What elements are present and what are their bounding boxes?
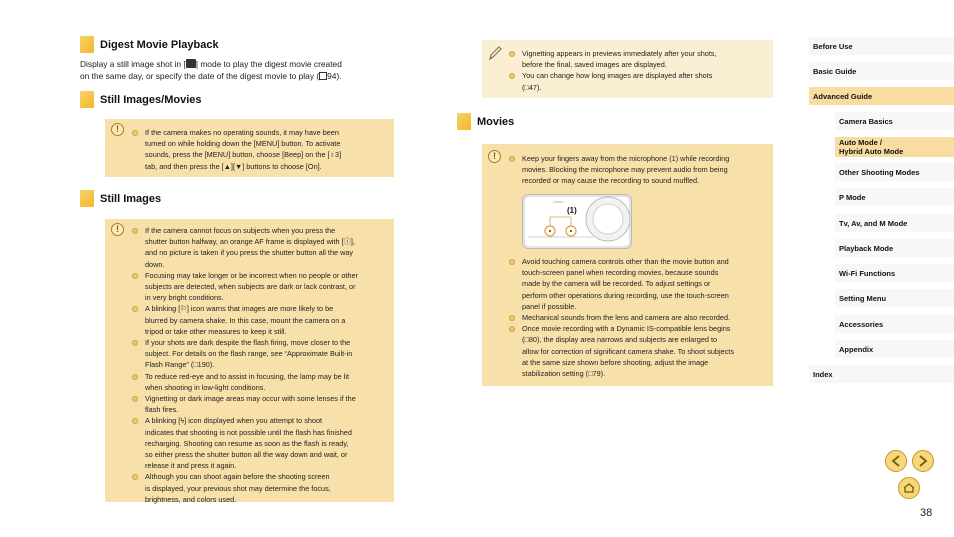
caution-box-movies <box>482 144 773 386</box>
list-item: A blinking [⚐] icon warns that images are more likely to be blurred by camera shake. In this case, mount the camera on a tripod or take other measures to keep it still. <box>145 303 393 337</box>
list-item: Mechanical sounds from the lens and camera are also recorded. <box>522 312 770 323</box>
bullet-icon <box>132 374 138 380</box>
digest-intro: Display a still image shot in [ ] mode to play the digest movie created on the same day, or specify the date of the digest movie to play ( 94). <box>80 59 342 81</box>
list-item: If your shots are dark despite the flash firing, move closer to the subject. For details on the flash range, see “Approximate Built-in Flash Range” (□190). <box>145 337 393 371</box>
list-item: A blinking [ϟ] icon displayed when you attempt to shoot indicates that shooting is not possible until the flash has finished recharging. Shooting can resume as soon as the flash is ready, so either press the shutter button all the way down and wait, or release it and press it again. <box>145 415 393 471</box>
sidebar-item-other-shooting-modes[interactable]: Other Shooting Modes <box>835 163 954 181</box>
note-list <box>145 127 393 172</box>
list-item: Vignetting or dark image areas may occur with some lenses if the flash fires. <box>145 393 393 415</box>
caution-icon: ! <box>488 150 501 163</box>
bullet-icon <box>132 396 138 402</box>
note-list <box>522 48 770 93</box>
list-item: Focusing may take longer or be incorrect when no people or other subjects are detected, when subjects are dark or lack contrast, or in very bright conditions. <box>145 270 393 304</box>
bullet-icon <box>509 259 515 265</box>
sidebar-item-basic-guide[interactable]: Basic Guide <box>809 62 954 80</box>
sidebar-item-camera-basics[interactable]: Camera Basics <box>835 112 954 130</box>
note-list <box>522 153 770 187</box>
sidebar-item-advanced-guide[interactable]: Advanced Guide <box>809 87 954 105</box>
bullet-icon <box>509 315 515 321</box>
bullet-icon <box>132 474 138 480</box>
note-list <box>145 225 393 505</box>
bullet-icon <box>509 51 515 57</box>
sidebar-item-index[interactable]: Index <box>809 365 954 383</box>
bullet-icon <box>509 73 515 79</box>
sidebar-item-wifi-functions[interactable]: Wi-Fi Functions <box>835 264 954 282</box>
book-ref-icon <box>319 72 327 80</box>
bullet-icon <box>132 418 138 424</box>
list-item: To reduce red-eye and to assist in focusing, the lamp may be lit when shooting in low-light conditions. <box>145 371 393 393</box>
bullet-icon <box>132 273 138 279</box>
sidebar-item-p-mode[interactable]: P Mode <box>835 188 954 206</box>
next-page-button[interactable] <box>912 450 934 472</box>
section-marker <box>80 36 94 53</box>
bullet-icon <box>132 228 138 234</box>
sidebar-item-playback-mode[interactable]: Playback Mode <box>835 239 954 257</box>
home-button[interactable] <box>898 477 920 499</box>
section-title: Still Images/Movies <box>100 93 202 106</box>
caution-box-still-movies <box>105 119 394 177</box>
caution-icon: ! <box>111 123 124 136</box>
list-item: Vignetting appears in previews immediately after your shots, before the final, saved images are displayed. <box>522 48 770 70</box>
section-still-images <box>80 190 161 207</box>
prev-page-button[interactable] <box>885 450 907 472</box>
arrow-right-icon <box>918 455 928 467</box>
pencil-icon <box>487 44 503 62</box>
bullet-icon <box>509 156 515 162</box>
arrow-left-icon <box>891 455 901 467</box>
sidebar-item-setting-menu[interactable]: Setting Menu <box>835 289 954 307</box>
section-title: Movies <box>477 115 515 128</box>
section-movies <box>457 113 514 130</box>
section-marker <box>80 190 94 207</box>
caution-icon: ! <box>111 223 124 236</box>
camera-microphone-diagram <box>522 194 632 249</box>
bullet-icon <box>132 130 138 136</box>
bullet-icon <box>132 306 138 312</box>
bullet-icon <box>132 340 138 346</box>
sidebar-item-tv-av-m-mode[interactable]: Tv, Av, and M Mode <box>835 214 954 232</box>
svg-text:Canon: Canon <box>553 200 564 204</box>
digest-mode-icon <box>186 59 196 68</box>
home-icon <box>902 482 916 494</box>
section-digest-movie-playback <box>80 36 219 53</box>
sidebar-item-appendix[interactable]: Appendix <box>835 340 954 358</box>
section-still-images-movies <box>80 91 201 108</box>
section-title: Still Images <box>100 192 162 205</box>
sidebar-item-before-use[interactable]: Before Use <box>809 37 954 55</box>
sidebar-item-accessories[interactable]: Accessories <box>835 315 954 333</box>
list-item: If the camera cannot focus on subjects when you press the shutter button halfway, an orange AF frame is displayed with [ⓘ], and no picture is taken if you press the shutter button all the way down. <box>145 225 393 270</box>
section-marker <box>457 113 471 130</box>
note-list <box>522 256 770 379</box>
list-item: If the camera makes no operating sounds, it may have been turned on while holding down the [MENU] button. To activate sounds, press the [MENU] button, choose [Beep] on the [♁3] tab, and then press the [▲][▼] buttons to choose [On]. <box>145 127 393 172</box>
camera-illustration <box>523 195 631 248</box>
page-number: 38 <box>920 507 933 519</box>
list-item: Although you can shoot again before the shooting screen is displayed, your previous shot may determine the focus, brightness, and colors used. <box>145 471 393 505</box>
tip-box <box>482 40 773 98</box>
caution-box-still-images <box>105 219 394 502</box>
section-marker <box>80 91 94 108</box>
list-item: Keep your fingers away from the microphone (1) while recording movies. Blocking the microphone may prevent audio from being recorded or may cause the recording to sound muffled. <box>522 153 770 187</box>
sidebar-item-auto-mode[interactable]: Auto Mode / Hybrid Auto Mode <box>835 137 954 157</box>
bullet-icon <box>509 326 515 332</box>
list-item: Avoid touching camera controls other than the movie button and touch-screen panel when recording movies, because sounds made by the camera will be recorded. To adjust settings or perform other operations during recording, use the touch-screen panel if possible. <box>522 256 770 312</box>
section-title: Digest Movie Playback <box>100 38 219 51</box>
list-item: Once movie recording with a Dynamic IS-compatible lens begins (□80), the display area narrows and subjects are enlarged to allow for correction of significant camera shake. To shoot subjects at the same size shown before shooting, adjust the image stabilization setting (□79). <box>522 323 770 379</box>
list-item: You can change how long images are displayed after shots (□47). <box>522 70 770 92</box>
diagram-callout-label: (1) <box>567 206 577 215</box>
